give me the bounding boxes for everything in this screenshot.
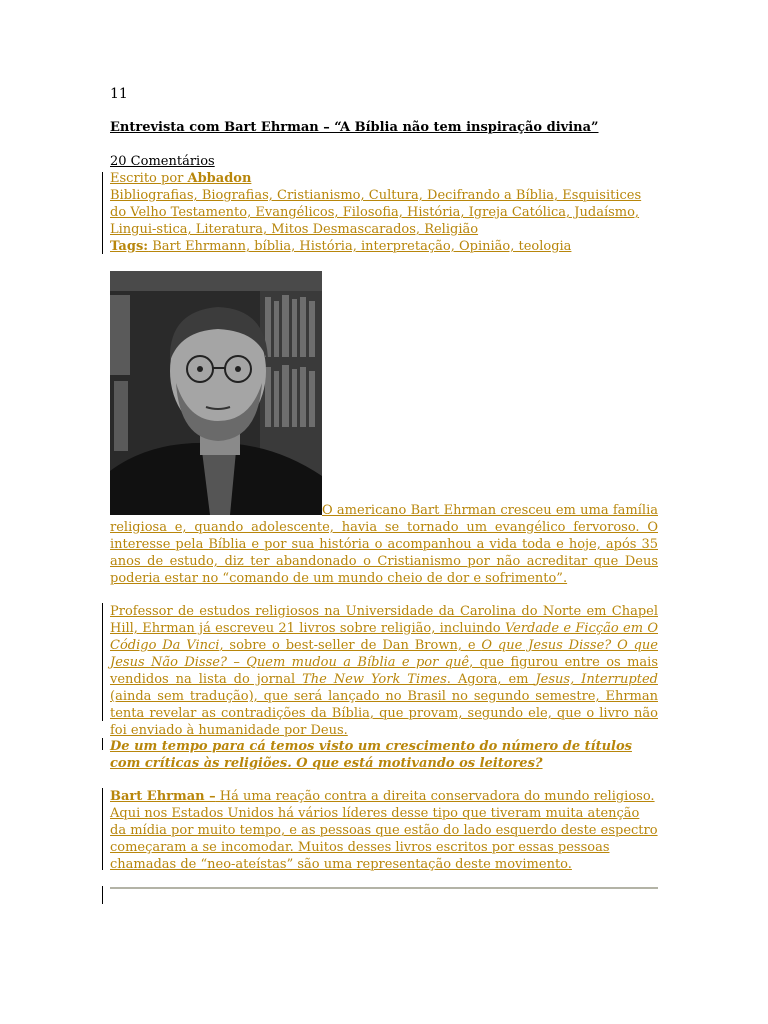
byline (110, 170, 658, 187)
revision-bar (102, 886, 103, 904)
interview-question[interactable]: De um tempo para cá temos visto um crescimento do número de títulos com críticas às religiões. O que está motivando os leitores? (110, 739, 632, 771)
article-title: Entrevista com Bart Ehrman – “A Bíblia não tem inspiração divina” (110, 120, 599, 135)
author-photo (110, 271, 322, 515)
categories-list (110, 187, 658, 238)
tags-links[interactable]: Bart Ehrmann, bíblia, História, interpretação, Opinião, teologia (148, 239, 572, 254)
newspaper-title: The New York Times (302, 672, 447, 687)
byline-prefix: Escrito por (110, 171, 188, 186)
answer-text: Há uma reação contra a direita conservadora do mundo religioso. Aqui nos Estados Unidos há vários líderes desse tipo que tiveram muita atenção da mídia por muito tempo, e as pessoas que estão do lado esquerdo deste espectro começaram a se incomodar. Muitos desses livros escritos por essas pessoas chamadas de “neo-ateístas” são uma representação deste movimento. (110, 789, 658, 872)
revision-bar (102, 738, 103, 750)
author-link[interactable]: Abbadon (187, 171, 252, 186)
portrait-image (110, 271, 322, 515)
paragraph-intro (110, 502, 658, 587)
horizontal-rule (110, 887, 658, 889)
paragraph-intro-text[interactable]: O americano Bart Ehrman cresceu em uma família religiosa e, quando adolescente, havia se tornado um evangélico fervoroso. O interesse pela Bíblia e por sua história o acompanhou a vida toda e hoje, após 35 anos de estudo, diz ter abandonado o Cristianismo por não acreditar que Deus poderia estar no “comando de um mundo cheio de dor e sofrimento”. (110, 503, 658, 586)
categories-links[interactable]: Bibliografias, Biografias, Cristianismo, Cultura, Decifrando a Bíblia, Esquisitices do Velho Testamento, Evangélicos, Filosofia, História, Igreja Católica, Judaísmo, Lingui-stica, Literatura, Mitos Desmascarados, Religião (110, 188, 642, 237)
page-number: 11 (110, 86, 128, 102)
tags-list (110, 238, 658, 255)
comments-link[interactable]: 20 Comentários (110, 154, 215, 169)
tags-label: Tags: (110, 239, 149, 254)
book-title: Jesus, Interrupted (535, 672, 658, 687)
book-title: O que Jesus Disse? O que Jesus Não Disse? – Quem mudou a Bíblia e por quê (110, 638, 658, 670)
article-meta (110, 170, 658, 255)
interview-answer[interactable] (110, 788, 658, 873)
book-title: Verdade e Ficção em O Código Da Vinci (110, 621, 658, 653)
answer-speaker: Bart Ehrman – (110, 789, 216, 804)
paragraph-bio[interactable]: Professor de estudos religiosos na Universidade da Carolina do Norte em Chapel Hill, Ehrman já escreveu 21 livros sobre religião, incluindo Verdade e Ficção em O Código Da Vinci, sobre o best-seller de Dan Brown, e O que Jesus Disse? O que Jesus Não Disse? – Quem mudou a Bíblia e por quê, que figurou entre os mais vendidos na lista do jornal The New York Times. Agora, em Jesus, Interrupted (ainda sem tradução), que será lançado no Brasil no segundo semestre, Ehrman tenta revelar as contradições da Bíblia, que provam, segundo ele, que o livro não foi enviado à humanidade por Deus. (110, 604, 658, 738)
revision-bar (102, 172, 103, 254)
revision-bar (102, 788, 103, 870)
revision-bar (102, 603, 103, 721)
